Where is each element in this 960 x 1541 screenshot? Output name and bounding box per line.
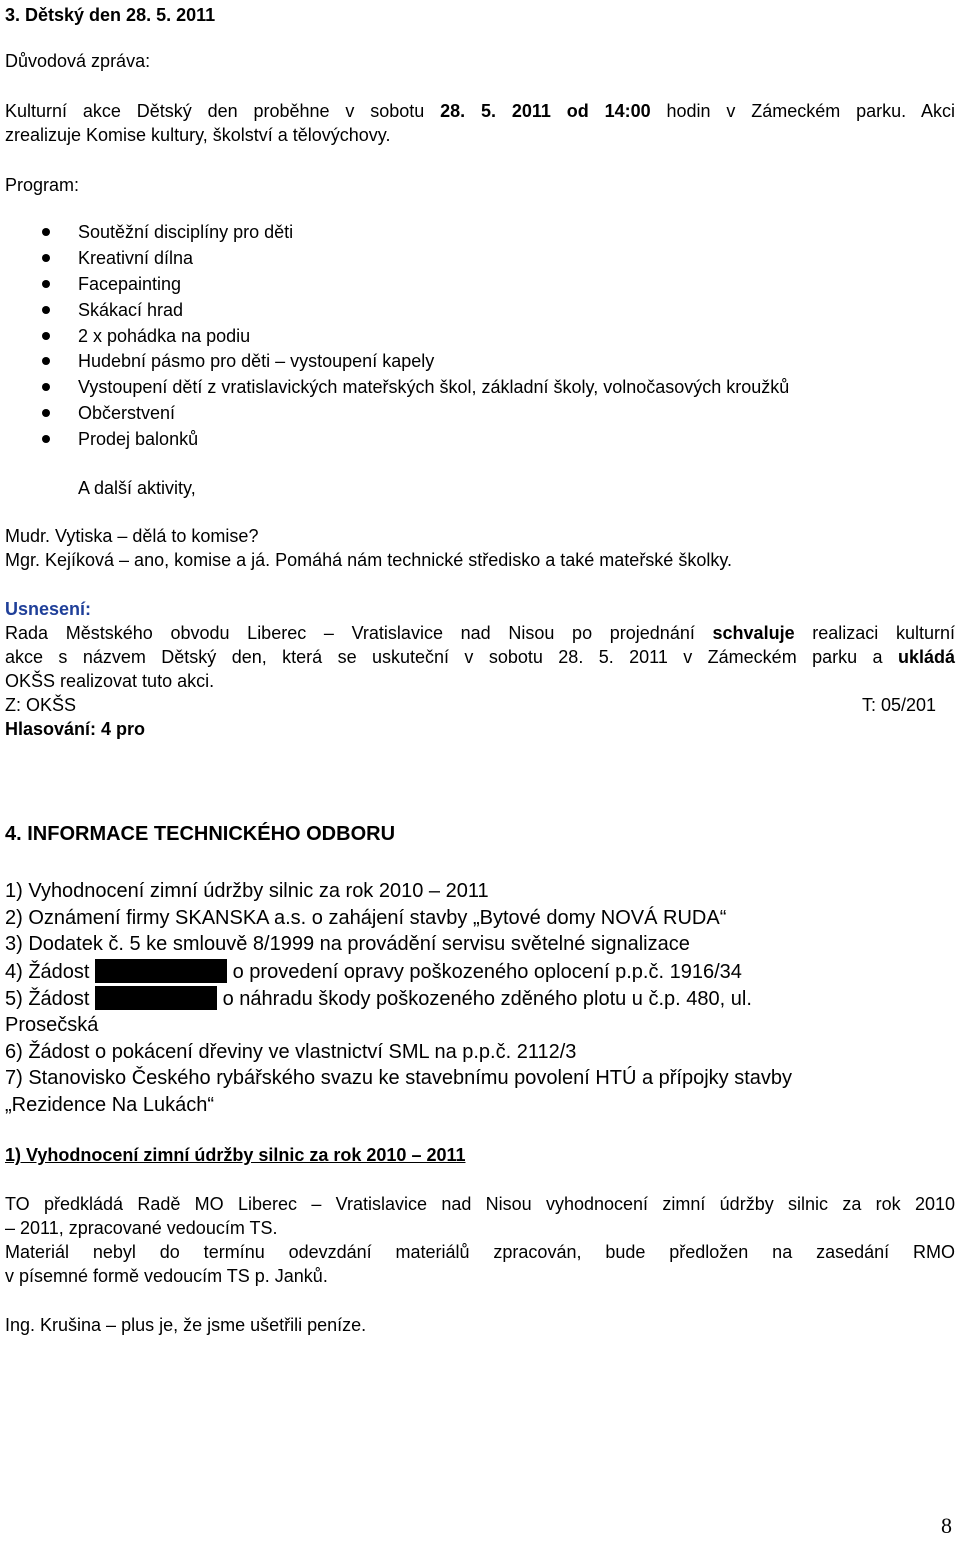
program-item: Hudební pásmo pro děti – vystoupení kapely [78,351,435,371]
program-item: Soutěžní disciplíny pro děti [78,222,294,242]
bullet-icon [42,435,50,443]
reason-label: Důvodová zpráva: [5,51,151,71]
program-item: 2 x pohádka na podiu [78,326,251,346]
bullet-icon [42,383,50,391]
section-title: 4. INFORMACE TECHNICKÉHO ODBORU [5,823,396,845]
bullet-icon [42,254,50,262]
program-item: Prodej balonků [78,429,199,449]
deadline: T: 05/201 [862,695,937,715]
bullet-icon [42,409,50,417]
program-label: Program: [5,175,80,195]
program-item: Kreativní dílna [78,248,194,268]
vote-result: Hlasování: 4 pro [5,719,146,739]
more-activities: A další aktivity, [78,478,196,498]
bullet-icon [42,357,50,365]
agenda-item-cont: Prosečská [5,1014,99,1036]
redacted-block [95,959,227,983]
agenda-item: 1) Vyhodnocení zimní údržby silnic za rok 2010 – 2011 [5,880,489,902]
program-item: Občerstvení [78,403,176,423]
program-item: Facepainting [78,274,182,294]
agenda-item-cont: „Rezidence Na Lukách“ [5,1094,214,1116]
agenda-item: 4) Žádost o provedení opravy poškozeného oplocení p.p.č. 1916/34 [5,961,742,983]
program-item: Skákací hrad [78,300,184,320]
agenda-item: 2) Oznámení firmy SKANSKA a.s. o zahájení stavby „Bytové domy NOVÁ RUDA“ [5,907,727,929]
paragraph-line: Materiál nebyl do termínu odevzdání materiálů zpracován, bude předložen na zasedání RMO [5,1242,955,1262]
discussion-line: Mudr. Vytiska – dělá to komise? [5,526,259,546]
resolution-line-3: OKŠS realizovat tuto akci. [5,671,215,691]
reason-line-2: zrealizuje Komise kultury, školství a tělovýchovy. [5,125,391,145]
program-item: Vystoupení dětí z vratislavických mateřských škol, základní školy, volnočasových kroužků [78,377,790,397]
agenda-item: 7) Stanovisko Českého rybářského svazu ke stavebnímu povolení HTÚ a přípojky stavby [5,1067,793,1089]
section-title: 3. Dětský den 28. 5. 2011 [5,5,216,25]
discussion-line: Mgr. Kejíková – ano, komise a já. Pomáhá nám technické středisko a také mateřské školky. [5,550,732,570]
subsection-title: 1) Vyhodnocení zimní údržby silnic za rok 2010 – 2011 [5,1145,466,1165]
agenda-item: 3) Dodatek č. 5 ke smlouvě 8/1999 na provádění servisu světelné signalizace [5,933,690,955]
bullet-icon [42,306,50,314]
agenda-item: 6) Žádost o pokácení dřeviny ve vlastnictví SML na p.p.č. 2112/3 [5,1041,577,1063]
reason-line-1: Kulturní akce Dětský den proběhne v sobotu 28. 5. 2011 od 14:00 hodin v Zámeckém parku. Akci [5,101,956,121]
resolution-line-1: Rada Městského obvodu Liberec – Vratislavice nad Nisou po projednání schvaluje realizaci kulturní [5,623,955,643]
page-number: 8 [941,1513,952,1538]
bullet-icon [42,280,50,288]
paragraph-line: v písemné formě vedoucím TS p. Janků. [5,1266,328,1286]
resolution-label: Usnesení: [5,599,92,619]
paragraph-line: – 2011, zpracované vedoucím TS. [5,1218,278,1238]
agenda-item: 5) Žádost o náhradu škody poškozeného zděného plotu u č.p. 480, ul. [5,988,752,1010]
paragraph-line: TO předkládá Radě MO Liberec – Vratislavice nad Nisou vyhodnocení zimní údržby silnic za rok 2010 [5,1194,955,1214]
redacted-block [95,986,217,1010]
responsible: Z: OKŠS [5,695,77,715]
bullet-icon [42,332,50,340]
bullet-icon [42,228,50,236]
resolution-line-2: akce s názvem Dětský den, která se uskuteční v sobotu 28. 5. 2011 v Zámeckém parku a ukládá [5,647,955,667]
paragraph-line: Ing. Krušina – plus je, že jsme ušetřili peníze. [5,1315,367,1335]
